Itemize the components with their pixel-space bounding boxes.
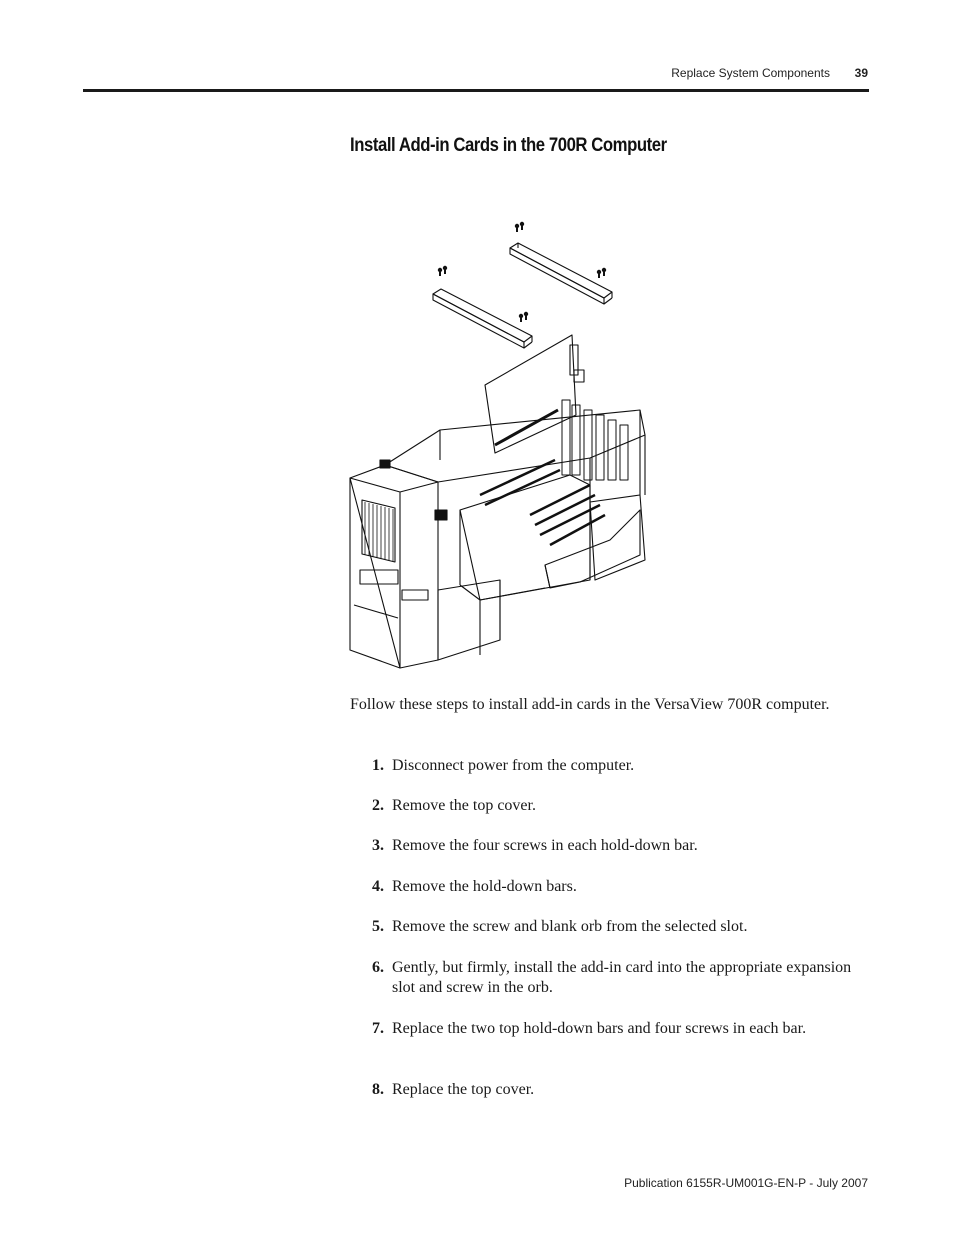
step-number: 5.	[372, 918, 384, 935]
add-in-card	[485, 335, 584, 453]
hold-down-bar	[433, 289, 532, 348]
running-header-section: Replace System Components	[671, 66, 830, 80]
step-text: Replace the two top hold-down bars and four screws in each bar.	[392, 1020, 807, 1037]
steps-list	[350, 756, 860, 1100]
lower-chassis	[438, 580, 545, 660]
screw-icon	[438, 222, 606, 322]
chassis-frame	[385, 410, 645, 655]
step-text: Remove the hold-down bars.	[392, 878, 577, 895]
step-number: 4.	[372, 878, 384, 895]
list-item	[350, 917, 860, 958]
step-text: Gently, but firmly, install the add-in card into the appropriate expansion slot and screw in the orb.	[392, 959, 852, 996]
list-item	[350, 958, 860, 1019]
step-number: 7.	[372, 1020, 384, 1037]
step-text: Remove the screw and blank orb from the selected slot.	[392, 918, 748, 935]
step-number: 1.	[372, 757, 384, 774]
step-number: 2.	[372, 797, 384, 814]
list-item	[350, 756, 860, 796]
step-text: Remove the four screws in each hold-down bar.	[392, 837, 698, 854]
step-number: 3.	[372, 837, 384, 854]
step-number: 6.	[372, 959, 384, 976]
step-text: Remove the top cover.	[392, 797, 536, 814]
page-number: 39	[854, 66, 868, 80]
list-item	[350, 1019, 860, 1080]
list-item	[350, 836, 860, 877]
computer-illustration	[340, 210, 660, 680]
hold-down-bar	[510, 243, 612, 304]
front-bezel	[350, 460, 447, 668]
header-rule	[83, 89, 869, 92]
list-item	[350, 877, 860, 917]
step-text: Replace the top cover.	[392, 1081, 535, 1098]
publication-footer: Publication 6155R-UM001G-EN-P - July 2007	[624, 1176, 868, 1190]
list-item	[350, 1080, 860, 1100]
step-number: 8.	[372, 1081, 384, 1098]
intro-paragraph: Follow these steps to install add-in cards in the VersaView 700R computer.	[350, 696, 830, 713]
section-title: Install Add-in Cards in the 700R Computer	[350, 135, 667, 156]
list-item	[350, 796, 860, 836]
step-text: Disconnect power from the computer.	[392, 757, 635, 774]
